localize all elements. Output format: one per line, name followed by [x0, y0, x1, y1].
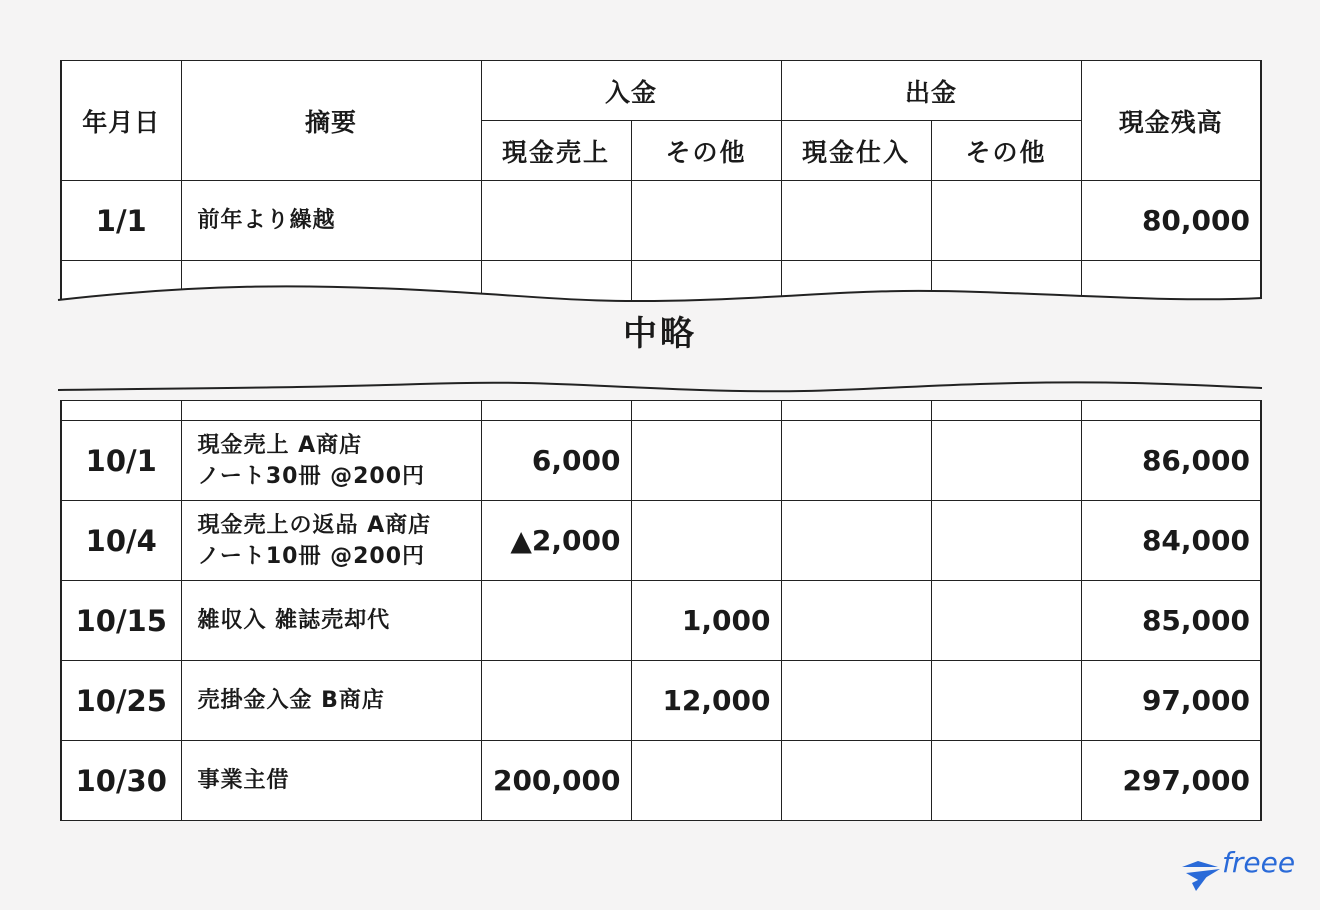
description-line: 現金売上の返品 A商店	[197, 512, 432, 538]
cell-balance: 86,000	[1081, 421, 1261, 501]
cell-outgo-cash-purchase	[781, 421, 931, 501]
cell-income-other: 12,000	[631, 661, 781, 741]
header-income-other: その他	[631, 121, 781, 181]
description-line: ノート10冊 @200円	[197, 543, 426, 569]
cell-date: 10/25	[61, 661, 181, 741]
cell-income-cash-sales: 200,000	[481, 741, 631, 821]
description-line: 現金売上 A商店	[197, 432, 363, 458]
cell-income-cash-sales	[481, 581, 631, 661]
cell-balance: 84,000	[1081, 501, 1261, 581]
description-line: ノート30冊 @200円	[197, 463, 426, 489]
cell-balance: 85,000	[1081, 581, 1261, 661]
cell-income-cash-sales: 6,000	[481, 421, 631, 501]
cell-date: 1/1	[61, 181, 181, 261]
cell-outgo-cash-purchase	[781, 581, 931, 661]
cell-date: 10/4	[61, 501, 181, 581]
cell-outgo-other	[931, 501, 1081, 581]
cell-outgo-other	[931, 181, 1081, 261]
cell-outgo-other	[931, 661, 1081, 741]
freee-logo-text: freee	[1222, 846, 1296, 879]
cell-date: 10/1	[61, 421, 181, 501]
header-balance: 現金残高	[1081, 61, 1261, 181]
header-income-cash-sales: 現金売上	[481, 121, 631, 181]
cell-description	[181, 661, 481, 741]
cell-description	[181, 741, 481, 821]
table-row	[61, 661, 1261, 741]
cell-income-cash-sales: ▲2,000	[481, 501, 631, 581]
cell-income-other	[631, 181, 781, 261]
description-line: 前年より繰越	[197, 208, 336, 233]
cell-outgo-other	[931, 581, 1081, 661]
omitted-label: 中略	[623, 314, 697, 354]
cell-outgo-other	[931, 421, 1081, 501]
wave-break-bottom	[0, 360, 1320, 404]
table-row	[61, 501, 1261, 581]
header-date: 年月日	[61, 61, 181, 181]
header-description: 摘要	[181, 61, 481, 181]
description-line: 売掛金入金 B商店	[197, 688, 385, 713]
cell-description	[181, 181, 481, 261]
ledger-table-top	[60, 60, 1262, 301]
description-line: 事業主借	[197, 768, 290, 793]
header-outgo-other: その他	[931, 121, 1081, 181]
table-row	[61, 741, 1261, 821]
cell-description	[181, 421, 481, 501]
cell-outgo-cash-purchase	[781, 661, 931, 741]
cell-outgo-cash-purchase	[781, 181, 931, 261]
cell-date: 10/30	[61, 741, 181, 821]
header-outgo-cash-purchase: 現金仕入	[781, 121, 931, 181]
ledger-table-bottom	[60, 400, 1262, 821]
cell-outgo-other	[931, 741, 1081, 821]
cell-balance: 97,000	[1081, 661, 1261, 741]
cell-date: 10/15	[61, 581, 181, 661]
cell-income-cash-sales	[481, 181, 631, 261]
cell-description	[181, 581, 481, 661]
cell-balance: 80,000	[1081, 181, 1261, 261]
cell-income-other	[631, 501, 781, 581]
description-line: 雑収入 雑誌売却代	[197, 608, 391, 633]
cell-outgo-cash-purchase	[781, 741, 931, 821]
header-income: 入金	[481, 61, 781, 121]
cell-outgo-cash-purchase	[781, 501, 931, 581]
table-row	[61, 581, 1261, 661]
table-row	[61, 181, 1261, 261]
cell-income-other: 1,000	[631, 581, 781, 661]
cell-income-other	[631, 421, 781, 501]
cell-description	[181, 501, 481, 581]
cell-balance: 297,000	[1081, 741, 1261, 821]
header-outgo: 出金	[781, 61, 1081, 121]
cell-income-cash-sales	[481, 661, 631, 741]
cell-income-other	[631, 741, 781, 821]
table-row	[61, 421, 1261, 501]
